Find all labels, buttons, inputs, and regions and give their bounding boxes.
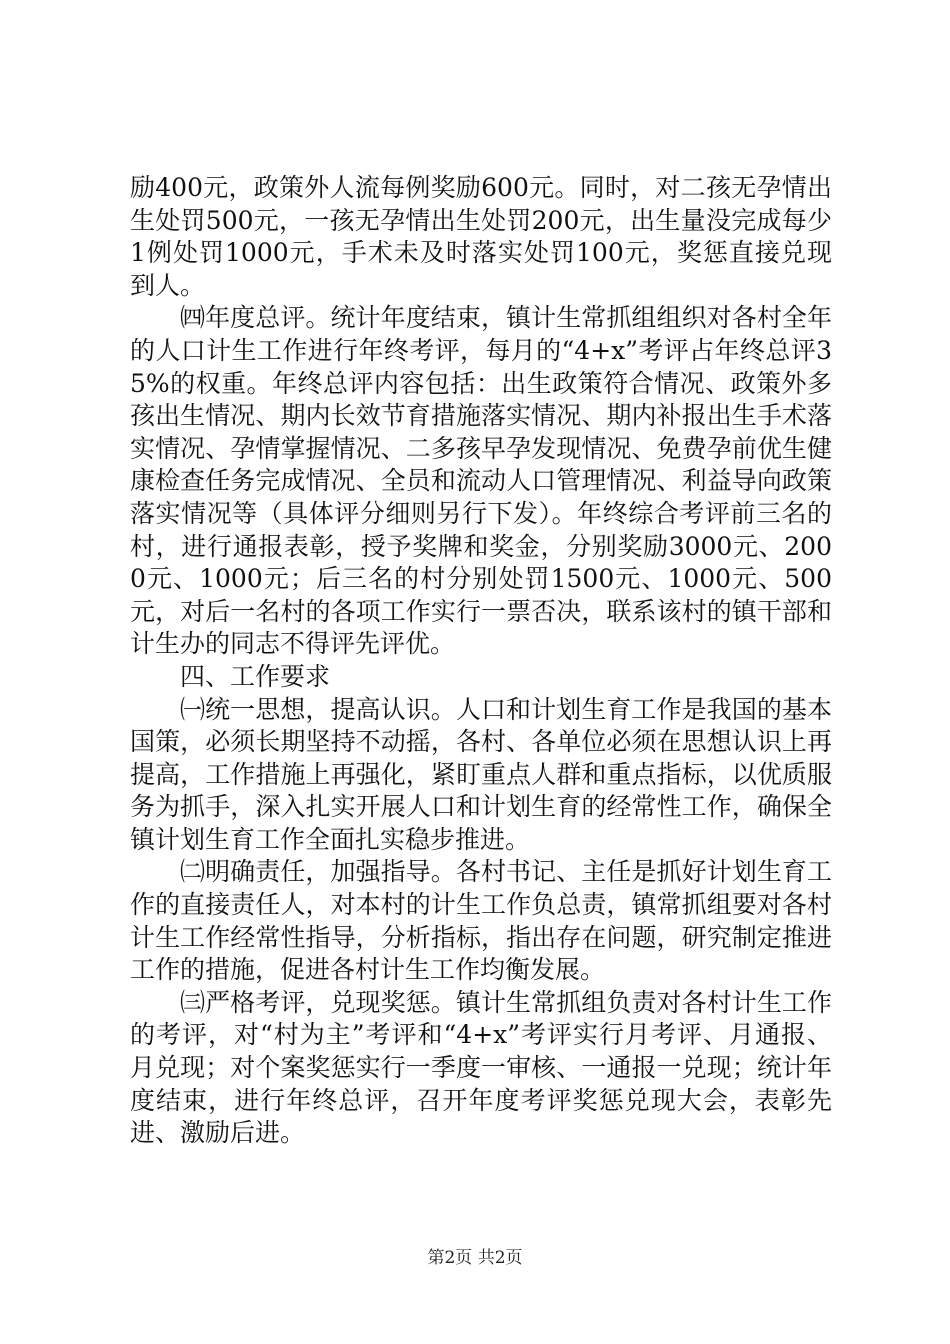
page-number: 第2页 共2页 bbox=[427, 1248, 523, 1268]
paragraph-unify-thinking: ㈠统一思想，提高认识。人口和计划生育工作是我国的基本国策，必须长期坚持不动摇，各村、各单位必须在思想认识上再提高，工作措施上再强化，紧盯重点人群和重点指标，以优质服务为抓手，深入扎实开展人口和计划生育的经常性工作，确保全镇计划生育工作全面扎实稳步推进。 bbox=[130, 694, 832, 854]
paragraph-annual-review: ㈣年度总评。统计年度结束，镇计生常抓组组织对各村全年的人口计生工作进行年终考评，每月的“4+x”考评占年终总评35%的权重。年终总评内容包括：出生政策符合情况、政策外多孩出生情况、期内长效节育措施落实情况、期内补报出生手术落实情况、孕情掌握情况、二多孩早孕发现情况、免费孕前优生健康检查任务完成情况、全员和流动人口管理情况、利益导向政策落实情况等（具体评分细则另行下发）。年终综合考评前三名的村，进行通报表彰，授予奖牌和奖金，分别奖励3000元、2000元、1000元；后三名的村分别处罚1500元、1000元、500元，对后一名村的各项工作实行一票否决，联系该村的镇干部和计生办的同志不得评先评优。 bbox=[130, 303, 832, 659]
paragraph-clarify-responsibility: ㈡明确责任，加强指导。各村书记、主任是抓好计划生育工作的直接责任人，对本村的计生工作负总责，镇常抓组要对各村计生工作经常性指导，分析指标，指出存在问题，研究制定推进工作的措施，促进各村计生工作均衡发展。 bbox=[130, 857, 832, 985]
paragraph-strict-evaluation: ㈢严格考评，兑现奖惩。镇计生常抓组负责对各村计生工作的考评，对“村为主”考评和“4+x”考评实行月考评、月通报、月兑现；对个案奖惩实行一季度一审核、一通报一兑现；统计年度结束，进行年终总评，召开年度考评奖惩兑现大会，表彰先进、激励后进。 bbox=[130, 987, 832, 1148]
document-body bbox=[130, 172, 832, 1150]
paragraph-penalties: 励400元，政策外人流每例奖励600元。同时，对二孩无孕情出生处罚500元，一孩无孕情出生处罚200元，出生量没完成每少1例处罚1000元，手术未及时落实处罚100元，奖惩直接兑现到人。 bbox=[130, 173, 832, 300]
section-heading-work-requirements: 四、工作要求 bbox=[180, 661, 331, 691]
page-footer bbox=[0, 1243, 950, 1268]
